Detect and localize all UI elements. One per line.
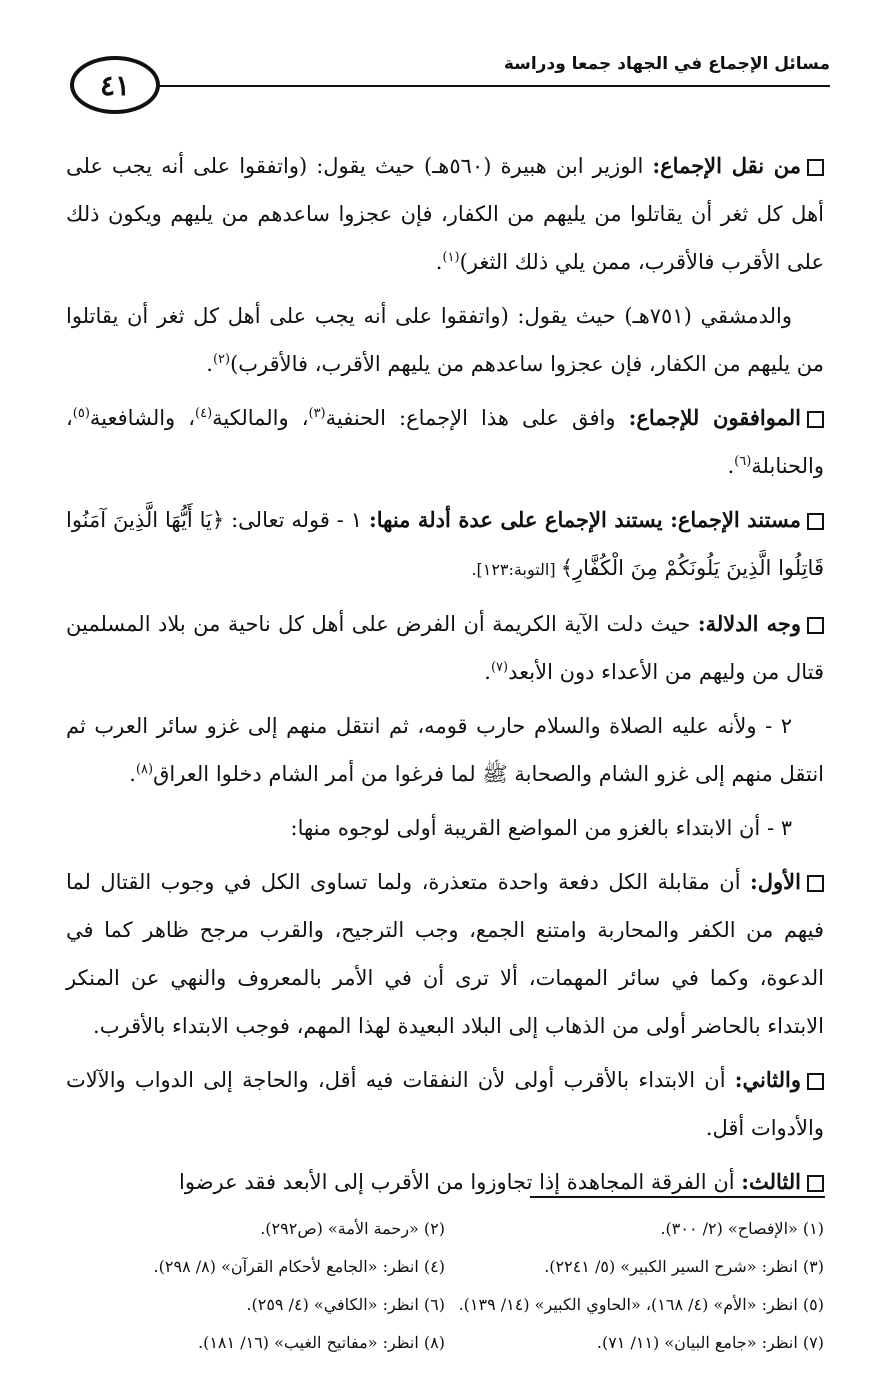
page-header [70, 52, 830, 122]
paragraph-text: ، والحنابلة [66, 406, 824, 478]
square-bullet-icon [807, 1175, 824, 1192]
footnote-row [66, 1286, 824, 1324]
paragraph-third-reason [66, 1158, 824, 1206]
paragraph-text: ٣ - أن الابتداء بالغزو من المواضع القريبة أولى لوجوه منها: [290, 816, 792, 840]
paragraph-third-evidence [66, 804, 824, 852]
footnote-ref[interactable]: (١) [442, 250, 460, 265]
footnote-row [66, 1248, 824, 1286]
footnote-ref[interactable]: (٤) [195, 406, 213, 421]
paragraph-lead: الثالث: [741, 1169, 801, 1194]
paragraph-lead: وجه الدلالة: [697, 611, 801, 636]
square-bullet-icon [807, 411, 824, 428]
footnote-1: (١) «الإفصاح» (٢/ ٣٠٠). [660, 1219, 824, 1238]
paragraph-text: أن الفرقة المجاهدة إذا تجاوزوا من الأقرب إلى الأبعد فقد عرضوا [179, 1170, 742, 1194]
paragraph-second-reason [66, 1056, 824, 1152]
running-title: مسائل الإجماع في الجهاد جمعا ودراسة [503, 54, 830, 74]
footnote-3: (٣) انظر: «شرح السير الكبير» (٥/ ٢٢٤١). [544, 1257, 824, 1276]
paragraph-tail: . [484, 660, 491, 684]
footnote-2: (٢) «رحمة الأمة» (ص٢٩٢). [260, 1219, 445, 1238]
paragraph-lead: من نقل الإجماع: [652, 153, 802, 178]
square-bullet-icon [807, 1073, 824, 1090]
paragraph-lead: والثاني: [734, 1067, 801, 1092]
paragraph-text: والدمشقي (٧٥١هـ) حيث يقول: (واتفقوا على أنه يجب على أهل كل ثغر أن يقاتلوا من يليهم من الكفار، فإن عجزوا ساعدهم من يليهم الأقرب، فالأقرب) [66, 304, 824, 376]
paragraph-text: ، والمالكية [212, 406, 309, 430]
header-rule [158, 85, 830, 87]
page-number: ٤١ [70, 56, 160, 114]
footnote-ref[interactable]: (٨) [135, 762, 154, 777]
paragraph-agreeing-schools [66, 394, 824, 490]
footnote-ref[interactable]: (٢) [212, 352, 231, 367]
paragraph-first-reason [66, 858, 824, 1050]
paragraph-lead: الموافقون للإجماع: [628, 405, 801, 430]
paragraph-tail: . [129, 762, 136, 786]
paragraph-text: حيث دلت الآية الكريمة أن الفرض على أهل كل ناحية من بلاد المسلمين قتال من وليهم من الأعداء دون الأبعد [66, 612, 824, 684]
paragraph-tail: . [206, 352, 213, 376]
paragraph-dimashqi [66, 292, 824, 388]
paragraph-lead: مستند الإجماع: يستند الإجماع على عدة أدلة منها: [368, 507, 801, 532]
square-bullet-icon [807, 617, 824, 634]
paragraph-text: الوزير ابن هبيرة (٥٦٠هـ) حيث يقول: (واتفقوا على أنه يجب على أهل كل ثغر أن يقاتلوا من يليهم من الكفار، فإن عجزوا ساعدهم من يليهم ويكون ذلك على الأقرب فالأقرب، ممن يلي ذلك الثغر) [66, 154, 824, 274]
paragraph-evidence [66, 496, 824, 594]
paragraph-second-evidence [66, 702, 824, 798]
footnote-4: (٤) انظر: «الجامع لأحكام القرآن» (٨/ ٢٩٨). [153, 1257, 445, 1276]
footnote-ref[interactable]: (٥) [72, 406, 90, 421]
square-bullet-icon [807, 875, 824, 892]
paragraph-text: وافق على هذا الإجماع: الحنفية [325, 406, 629, 430]
footnotes [66, 1210, 824, 1362]
footnote-ref[interactable]: (٣) [308, 406, 326, 421]
paragraph-tail: . [435, 250, 443, 274]
paragraph-text: أن مقابلة الكل دفعة واحدة متعذرة، ولما تساوى الكل في وجوب القتال لما فيهم من الكفر والمحاربة وامتنع الجمع، وجب الترجيح، والقرب مرجح ظاهر كما في الدعوة، وكما في سائر المهمات، ألا ترى أن في الأمر بالمعروف والنهي عن المنكر الابتداء بالحاضر أولى من الذهاب إلى البلاد البعيدة لهذا المهم، فوجب الابتداء بالأقرب. [66, 870, 824, 1038]
paragraph-text: أن الابتداء بالأقرب أولى لأن النفقات فيه أقل، والحاجة إلى الدواب والآلات والأدوات أقل. [66, 1068, 824, 1140]
main-text [66, 142, 824, 1212]
footnote-row [66, 1210, 824, 1248]
footnote-7: (٧) انظر: «جامع البيان» (١١/ ٧١). [596, 1333, 824, 1352]
paragraph-ijma-transmission [66, 142, 824, 286]
paragraph-text: ٢ - ولأنه عليه الصلاة والسلام حارب قومه، ثم انتقل منهم إلى غزو سائر العرب ثم انتقل منهم إلى غزو الشام والصحابة ﷺ لما فرغوا من أمر الشام دخلوا العراق [66, 714, 824, 786]
footnote-ref[interactable]: (٦) [734, 454, 752, 469]
footnote-8: (٨) انظر: «مفاتيح الغيب» (١٦/ ١٨١). [198, 1333, 445, 1352]
verse-reference: [التوبة:١٢٣]. [471, 560, 561, 579]
square-bullet-icon [807, 513, 824, 530]
footnote-row [66, 1324, 824, 1362]
footnote-separator [530, 1196, 825, 1198]
paragraph-text: ، والشافعية [89, 406, 196, 430]
footnote-ref[interactable]: (٧) [490, 660, 509, 675]
paragraph-text: ١ - قوله تعالى: [224, 508, 369, 532]
footnote-5: (٥) انظر: «الأم» (٤/ ١٦٨)، «الحاوي الكبير» (١٤/ ١٣٩). [458, 1295, 824, 1314]
paragraph-tail: . [727, 454, 735, 478]
footnote-6: (٦) انظر: «الكافي» (٤/ ٢٥٩). [246, 1295, 445, 1314]
square-bullet-icon [807, 159, 824, 176]
paragraph-indication [66, 600, 824, 696]
quran-verse: ﴿يَا أَيُّهَا الَّذِينَ آمَنُوا قَاتِلُوا الَّذِينَ يَلُونَكُمْ مِنَ الْكُفَّارِ﴾ [66, 508, 824, 580]
paragraph-lead: الأول: [750, 869, 801, 894]
